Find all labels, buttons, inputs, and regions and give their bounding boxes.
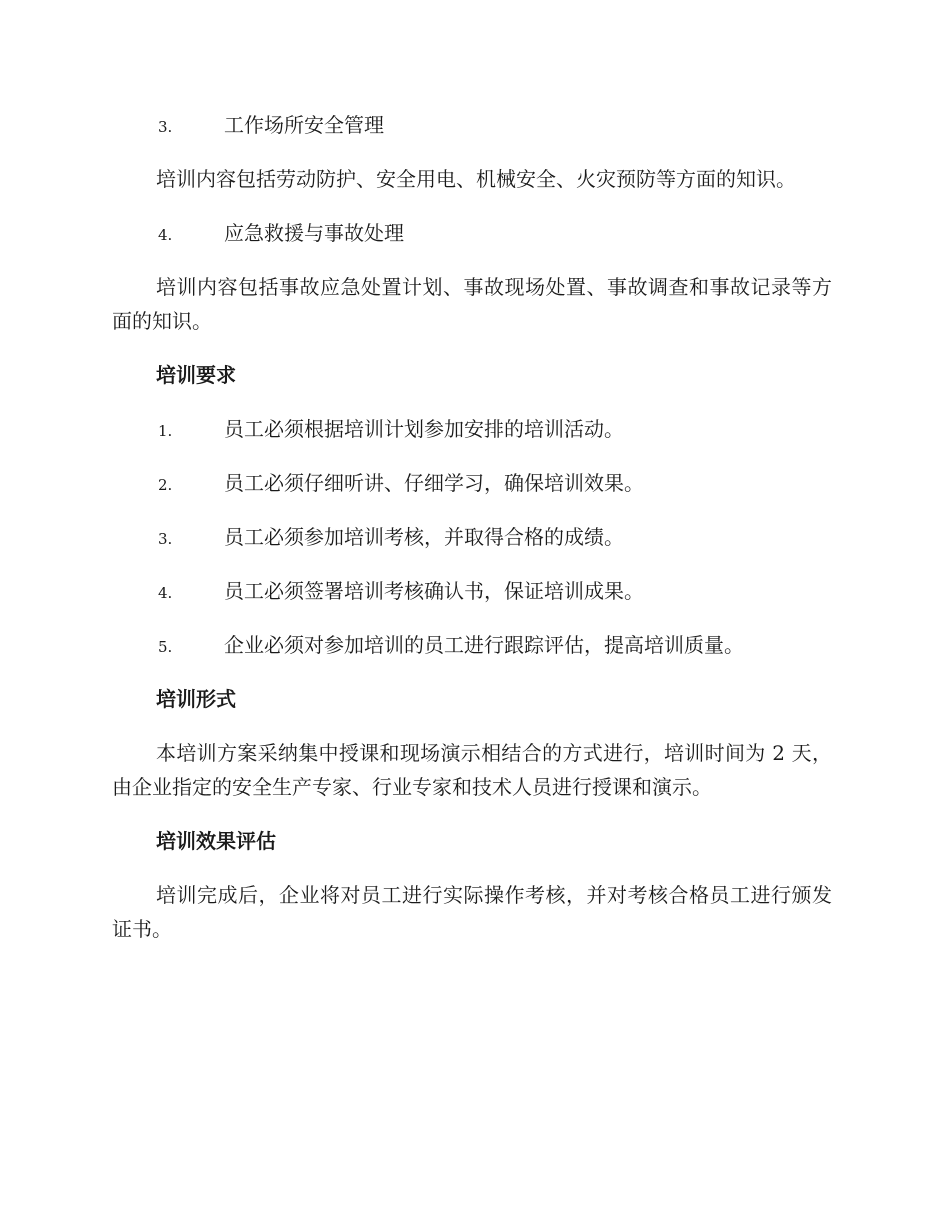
list-text: 员工必须签署培训考核确认书，保证培训成果。 (224, 579, 644, 603)
requirement-item (112, 466, 832, 500)
list-text: 应急救援与事故处理 (224, 221, 404, 245)
list-number: 3. (158, 118, 173, 136)
evaluation-heading: 培训效果评估 (156, 829, 276, 853)
format-heading: 培训形式 (156, 687, 236, 711)
evaluation-body: 培训完成后，企业将对员工进行实际操作考核，并对考核合格员工进行颁发证书。 (112, 883, 832, 941)
requirement-item (112, 412, 832, 446)
section-workplace-safety-body: 培训内容包括劳动防护、安全用电、机械安全、火灾预防等方面的知识。 (156, 167, 796, 191)
document-content (112, 108, 832, 966)
section-emergency-body: 培训内容包括事故应急处置计划、事故现场处置、事故调查和事故记录等方面的知识。 (112, 275, 832, 333)
list-text: 员工必须根据培训计划参加安排的培训活动。 (224, 417, 624, 441)
requirement-item (112, 628, 832, 662)
list-number: 1. (158, 422, 173, 440)
requirements-heading: 培训要求 (156, 363, 236, 387)
list-number: 4. (158, 584, 173, 602)
list-number: 4. (158, 226, 173, 244)
requirement-item (112, 574, 832, 608)
list-text: 员工必须仔细听讲、仔细学习，确保培训效果。 (224, 471, 644, 495)
list-number: 2. (158, 476, 173, 494)
list-number: 3. (158, 530, 173, 548)
list-text: 员工必须参加培训考核，并取得合格的成绩。 (224, 525, 624, 549)
format-body: 本培训方案采纳集中授课和现场演示相结合的方式进行，培训时间为 2 天，由企业指定的安全生产专家、行业专家和技术人员进行授课和演示。 (112, 741, 832, 799)
requirement-item (112, 520, 832, 554)
list-text: 企业必须对参加培训的员工进行跟踪评估，提高培训质量。 (224, 633, 744, 657)
list-number: 5. (158, 638, 173, 656)
section-emergency-title (112, 216, 832, 250)
list-text: 工作场所安全管理 (224, 113, 384, 137)
section-workplace-safety-title (112, 108, 832, 142)
